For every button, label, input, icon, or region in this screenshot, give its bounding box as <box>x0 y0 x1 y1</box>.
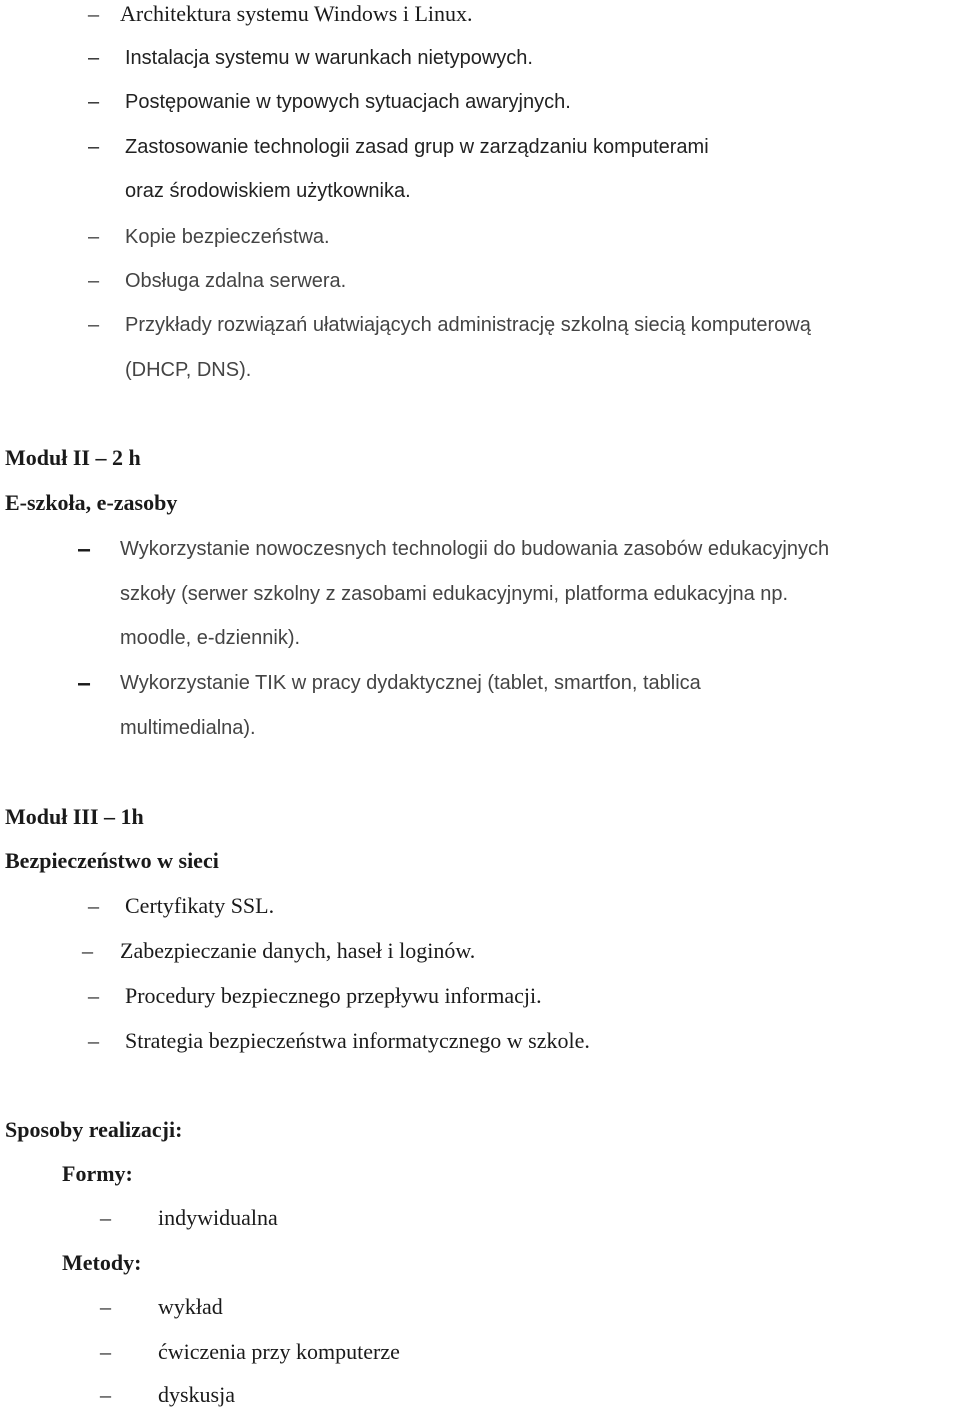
list-dash: – <box>88 1 99 26</box>
list-dash: – <box>78 671 91 695</box>
list-item: Wykorzystanie TIK w pracy dydaktycznej (tablet, smartfon, tablica <box>120 672 701 694</box>
list-dash: – <box>100 1382 111 1407</box>
list-dash: – <box>88 1028 99 1053</box>
list-item-continuation: moodle, e-dziennik). <box>120 627 301 649</box>
list-dash: – <box>88 47 100 69</box>
list-item: Wykorzystanie nowoczesnych technologii do budowania zasobów edukacyjnych <box>120 538 830 560</box>
list-item-continuation: multimedialna). <box>120 717 256 739</box>
list-item: Zastosowanie technologii zasad grup w zarządzaniu komputerami <box>125 136 709 158</box>
list-dash: – <box>88 270 100 292</box>
module3-subheading: Bezpieczeństwo w sieci <box>5 848 219 873</box>
module2-heading: Moduł II – 2 h <box>5 445 141 470</box>
list-dash: – <box>88 91 100 113</box>
methods-label: Metody: <box>62 1250 142 1275</box>
list-dash: – <box>88 136 100 158</box>
list-dash: – <box>88 983 99 1008</box>
realization-heading: Sposoby realizacji: <box>5 1117 183 1142</box>
list-item: Obsługa zdalna serwera. <box>125 270 347 292</box>
list-item: Postępowanie w typowych sytuacjach awaryjnych. <box>125 91 571 113</box>
list-dash: – <box>78 537 91 561</box>
list-item: Przykłady rozwiązań ułatwiających administrację szkolną siecią komputerową <box>125 314 811 336</box>
list-item-continuation: szkoły (serwer szkolny z zasobami edukacyjnymi, platforma edukacyjna np. <box>120 583 789 605</box>
list-item: Strategia bezpieczeństwa informatycznego w szkole. <box>125 1028 590 1053</box>
list-dash: – <box>100 1205 111 1230</box>
list-item: indywidualna <box>158 1205 278 1230</box>
list-dash: – <box>88 314 100 336</box>
list-dash: – <box>88 893 99 918</box>
list-dash: – <box>100 1339 111 1364</box>
list-item: wykład <box>158 1294 223 1319</box>
list-item: Procedury bezpiecznego przepływu informacji. <box>125 983 542 1008</box>
list-item: Kopie bezpieczeństwa. <box>125 226 330 248</box>
list-dash: – <box>100 1294 111 1319</box>
list-item: Instalacja systemu w warunkach nietypowych. <box>125 47 533 69</box>
list-item: ćwiczenia przy komputerze <box>158 1339 400 1364</box>
list-item-continuation: (DHCP, DNS). <box>125 359 252 381</box>
forms-label: Formy: <box>62 1161 133 1186</box>
module2-subheading: E-szkoła, e-zasoby <box>5 490 178 515</box>
list-item: Certyfikaty SSL. <box>125 893 275 918</box>
list-dash: – <box>82 938 93 963</box>
list-item-continuation: oraz środowiskiem użytkownika. <box>125 180 411 202</box>
list-item: dyskusja <box>158 1382 235 1407</box>
module3-heading: Moduł III – 1h <box>5 804 144 829</box>
list-item: Zabezpieczanie danych, haseł i loginów. <box>120 938 476 963</box>
list-item: Architektura systemu Windows i Linux. <box>120 1 473 26</box>
list-dash: – <box>88 226 100 248</box>
